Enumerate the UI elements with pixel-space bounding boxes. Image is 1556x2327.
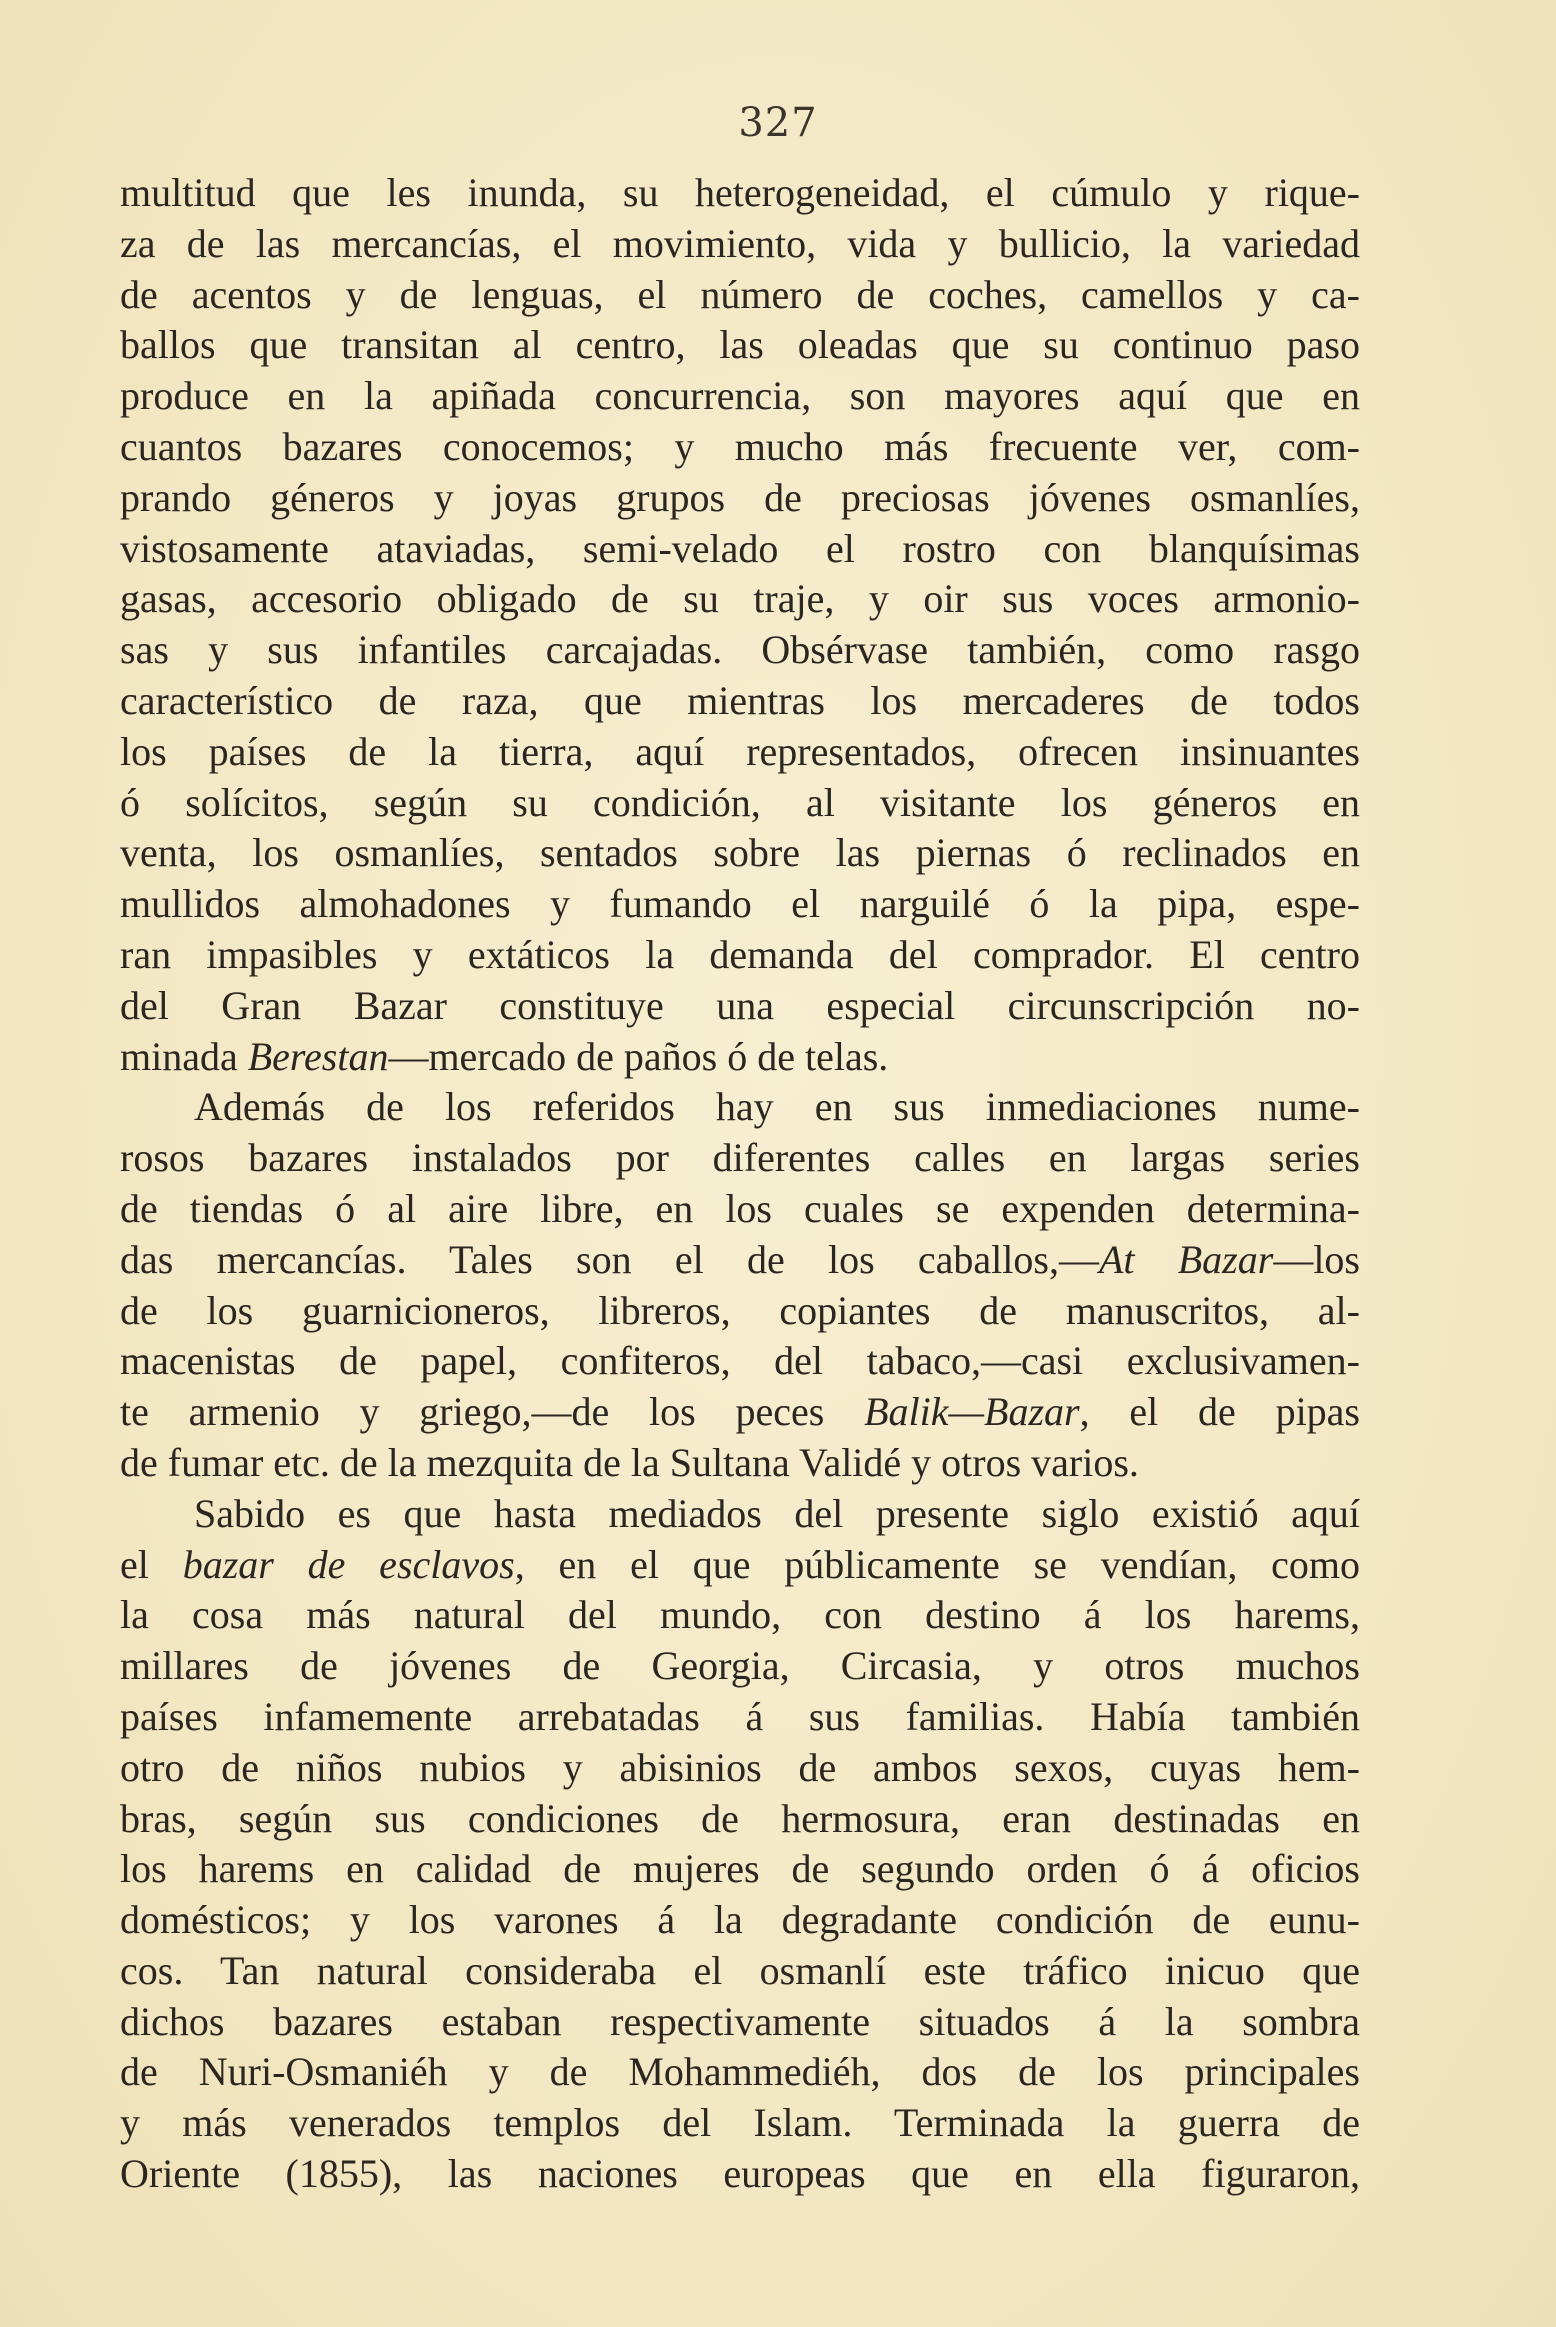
- italic-term: At Bazar: [1098, 1236, 1274, 1282]
- italic-term: Berestan: [247, 1033, 389, 1079]
- text-line: ran impasibles y extáticos la demanda del comprador. El centro: [120, 931, 1360, 977]
- text-line: vistosamente ataviadas, semi-velado el rostro con blanquísimas: [120, 525, 1360, 571]
- text-line: [120, 1540, 1360, 1591]
- text-line: domésticos; y los varones á la degradante condición de eunu-: [120, 1897, 1360, 1943]
- body-text: [120, 168, 1360, 2200]
- text-line: cuantos bazares conocemos; y mucho más frecuente ver, com-: [120, 423, 1360, 469]
- text-line: de tiendas ó al aire libre, en los cuales se expenden determina-: [120, 1185, 1360, 1231]
- text-line: los harems en calidad de mujeres de segundo orden ó á oficios: [120, 1846, 1360, 1892]
- text-segment: , el de pipas: [1079, 1389, 1361, 1435]
- text-line: de acentos y de lenguas, el número de coches, camellos y ca-: [120, 271, 1360, 317]
- text-line: de Nuri-Osmaniéh y de Mohammediéh, dos de los principales: [120, 2049, 1360, 2095]
- text-line: ó solícitos, según su condición, al visitante los géneros en: [120, 779, 1360, 825]
- text-line: sas y sus infantiles carcajadas. Obsérvase también, como rasgo: [120, 627, 1360, 673]
- paragraph-first-line: Sabido es que hasta mediados del presente siglo existió aquí: [194, 1490, 1360, 1536]
- text-line: de fumar etc. de la mezquita de la Sultana Validé y otros varios.: [120, 1439, 1139, 1485]
- text-segment: te armenio y griego,—de los peces: [120, 1389, 865, 1435]
- text-line: mullidos almohadones y fumando el narguilé ó la pipa, espe-: [120, 881, 1360, 927]
- paragraph-first-line: Además de los referidos hay en sus inmediaciones nume-: [194, 1084, 1360, 1130]
- text-line: países infamemente arrebatadas á sus familias. Había también: [120, 1693, 1360, 1739]
- text-line: cos. Tan natural consideraba el osmanlí este tráfico inicuo que: [120, 1947, 1360, 1993]
- text-line: venta, los osmanlíes, sentados sobre las piernas ó reclinados en: [120, 830, 1360, 876]
- text-line: [120, 1235, 1360, 1286]
- text-line: za de las mercancías, el movimiento, vida y bullicio, la variedad: [120, 220, 1360, 266]
- text-line: y más venerados templos del Islam. Terminada la guerra de: [120, 2100, 1360, 2146]
- text-line: [120, 1032, 1360, 1083]
- text-line: de los guarnicioneros, libreros, copiantes de manuscritos, al-: [120, 1287, 1360, 1333]
- page-number: 327: [738, 100, 818, 146]
- italic-term: Balik—Bazar: [864, 1389, 1080, 1435]
- text-line: bras, según sus condiciones de hermosura, eran destinadas en: [120, 1795, 1360, 1841]
- text-segment: —mercado de paños ó de telas.: [388, 1033, 889, 1079]
- text-line: la cosa más natural del mundo, con destino á los harems,: [120, 1592, 1360, 1638]
- text-line: Oriente (1855), las naciones europeas que en ella figuraron,: [120, 2151, 1360, 2197]
- text-line: característico de raza, que mientras los mercaderes de todos: [120, 677, 1360, 723]
- text-line: millares de jóvenes de Georgia, Circasia, y otros muchos: [120, 1643, 1360, 1689]
- text-line: multitud que les inunda, su heterogeneidad, el cúmulo y rique-: [120, 170, 1360, 215]
- text-line: [120, 1387, 1360, 1438]
- text-segment: —los: [1273, 1236, 1360, 1282]
- text-segment: , en el que públicamente se vendían, como: [514, 1541, 1360, 1587]
- text-line: dichos bazares estaban respectivamente situados á la sombra: [120, 1998, 1360, 2044]
- text-segment: das mercancías. Tales son el de los caballos,—: [120, 1236, 1099, 1282]
- text-line: del Gran Bazar constituye una especial circunscripción no-: [120, 982, 1360, 1028]
- text-line: los países de la tierra, aquí representados, ofrecen insinuantes: [120, 728, 1360, 774]
- text-segment: minada: [120, 1033, 248, 1079]
- text-line: rosos bazares instalados por diferentes calles en largas series: [120, 1135, 1360, 1181]
- text-line: macenistas de papel, confiteros, del tabaco,—casi exclusivamen-: [120, 1338, 1360, 1384]
- text-line: otro de niños nubios y abisinios de ambos sexos, cuyas hem-: [120, 1744, 1360, 1790]
- text-segment: el: [120, 1541, 183, 1587]
- italic-term: bazar de esclavos: [182, 1541, 515, 1587]
- text-line: produce en la apiñada concurrencia, son mayores aquí que en: [120, 373, 1360, 419]
- text-line: prando géneros y joyas grupos de preciosas jóvenes osmanlíes,: [120, 474, 1360, 520]
- text-line: ballos que transitan al centro, las oleadas que su continuo paso: [120, 322, 1360, 368]
- text-line: gasas, accesorio obligado de su traje, y oir sus voces armonio-: [120, 576, 1360, 622]
